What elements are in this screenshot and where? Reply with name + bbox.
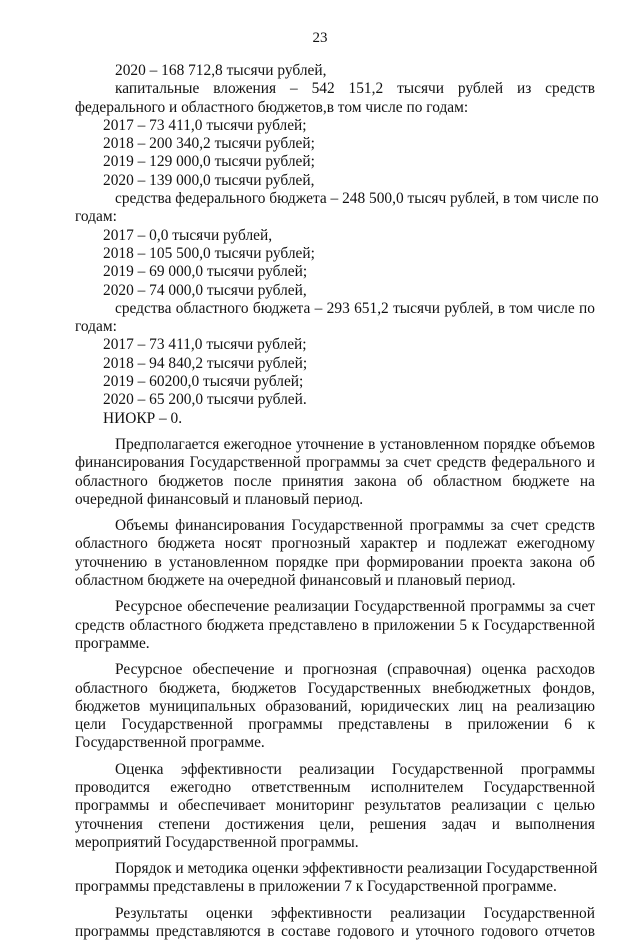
paragraph-first-line: Ресурсное обеспечение и прогнозная (справочная) оценка расходов bbox=[115, 661, 595, 679]
paragraph bbox=[75, 761, 595, 852]
text-line: 2020 – 65 200,0 тысячи рублей. bbox=[103, 391, 307, 409]
paragraph bbox=[75, 517, 595, 590]
paragraph-body: проводится ежегодно ответственным исполнителем Государственной программы и обеспечивает мониторинг результатов реализации с целью уточнения степени достижения цели, решения задач и выполнения мероприятий Государственной программы. bbox=[75, 778, 595, 851]
paragraph-body: программы представлены в приложении 7 к Государственной программе. bbox=[75, 878, 557, 896]
paragraph-first-line: Результаты оценки эффективности реализации Государственной bbox=[115, 904, 595, 922]
text-line: 2018 – 105 500,0 тысячи рублей; bbox=[103, 244, 315, 262]
document-body bbox=[75, 62, 599, 941]
paragraph-body: средств областного бюджета представлено в приложении 5 к Государственной программе. bbox=[75, 616, 595, 652]
paragraph-first-line: Объемы финансирования Государственной программы за счет средств bbox=[115, 517, 595, 535]
paragraph-body: программы представляются в составе годового и уточного годового отчетов bbox=[75, 923, 595, 941]
text-line: 2019 – 129 000,0 тысячи рублей; bbox=[103, 153, 315, 171]
text-line: 2017 – 0,0 тысячи рублей, bbox=[103, 226, 273, 244]
paragraph bbox=[75, 598, 595, 653]
text-line: 2018 – 94 840,2 тысячи рублей; bbox=[103, 354, 308, 372]
text-line: 2019 – 69 000,0 тысячи рублей; bbox=[103, 263, 308, 281]
text-line: федерального и областного бюджетов,в том числе по годам: bbox=[75, 98, 469, 116]
paragraph bbox=[75, 905, 595, 941]
paragraph-body: областного бюджета, бюджетов Государственных внебюджетных фондов, бюджетов муниципальных образований, юридических лиц на реализацию цели Государственной программы представлены в приложении 6 к Государственной программе. bbox=[75, 679, 595, 752]
paragraph bbox=[75, 860, 598, 897]
paragraph-body: областного бюджета носят прогнозный характер и подлежат ежегодному уточнению в установленном порядке при формировании проекта закона об областном бюджете на очередной финансовый и плановый период. bbox=[75, 535, 595, 590]
text-line: годам: bbox=[75, 318, 117, 336]
paragraph-first-line: Ресурсное обеспечение реализации Государственной программы за счет bbox=[115, 598, 595, 616]
text-line: НИОКР – 0. bbox=[103, 409, 183, 427]
text-line: 2020 – 74 000,0 тысячи рублей, bbox=[103, 281, 307, 299]
text-line: 2020 – 168 712,8 тысячи рублей, bbox=[115, 62, 327, 79]
text-line: 2018 – 200 340,2 тысячи рублей; bbox=[103, 135, 315, 153]
text-line: средства федерального бюджета – 248 500,0 тысяч рублей, в том числе по bbox=[115, 190, 599, 208]
text-line: средства областного бюджета – 293 651,2 тысячи рублей, в том числе по bbox=[115, 299, 595, 317]
paragraph-first-line: Предполагается ежегодное уточнение в установленном порядке объемов bbox=[115, 435, 595, 453]
text-line: 2017 – 73 411,0 тысячи рублей; bbox=[103, 116, 307, 134]
text-line: 2017 – 73 411,0 тысячи рублей; bbox=[103, 336, 307, 354]
paragraph-body: финансирования Государственной программы за счет средств федерального и областного бюджетов после принятия закона об областном бюджете на очередной финансовый и плановый период. bbox=[75, 454, 595, 508]
text-line: 2019 – 60200,0 тысячи рублей; bbox=[103, 373, 304, 391]
page-number: 23 bbox=[312, 30, 328, 46]
paragraph bbox=[75, 661, 595, 752]
paragraph-first-line: Порядок и методика оценки эффективности реализации Государственной bbox=[115, 860, 598, 878]
paragraph bbox=[75, 436, 595, 509]
text-line: 2020 – 139 000,0 тысячи рублей, bbox=[103, 171, 315, 189]
text-line: годам: bbox=[75, 208, 117, 226]
text-line: капитальные вложения – 542 151,2 тысячи рублей из средств bbox=[115, 80, 595, 98]
paragraph-first-line: Оценка эффективности реализации Государственной программы bbox=[115, 760, 595, 778]
